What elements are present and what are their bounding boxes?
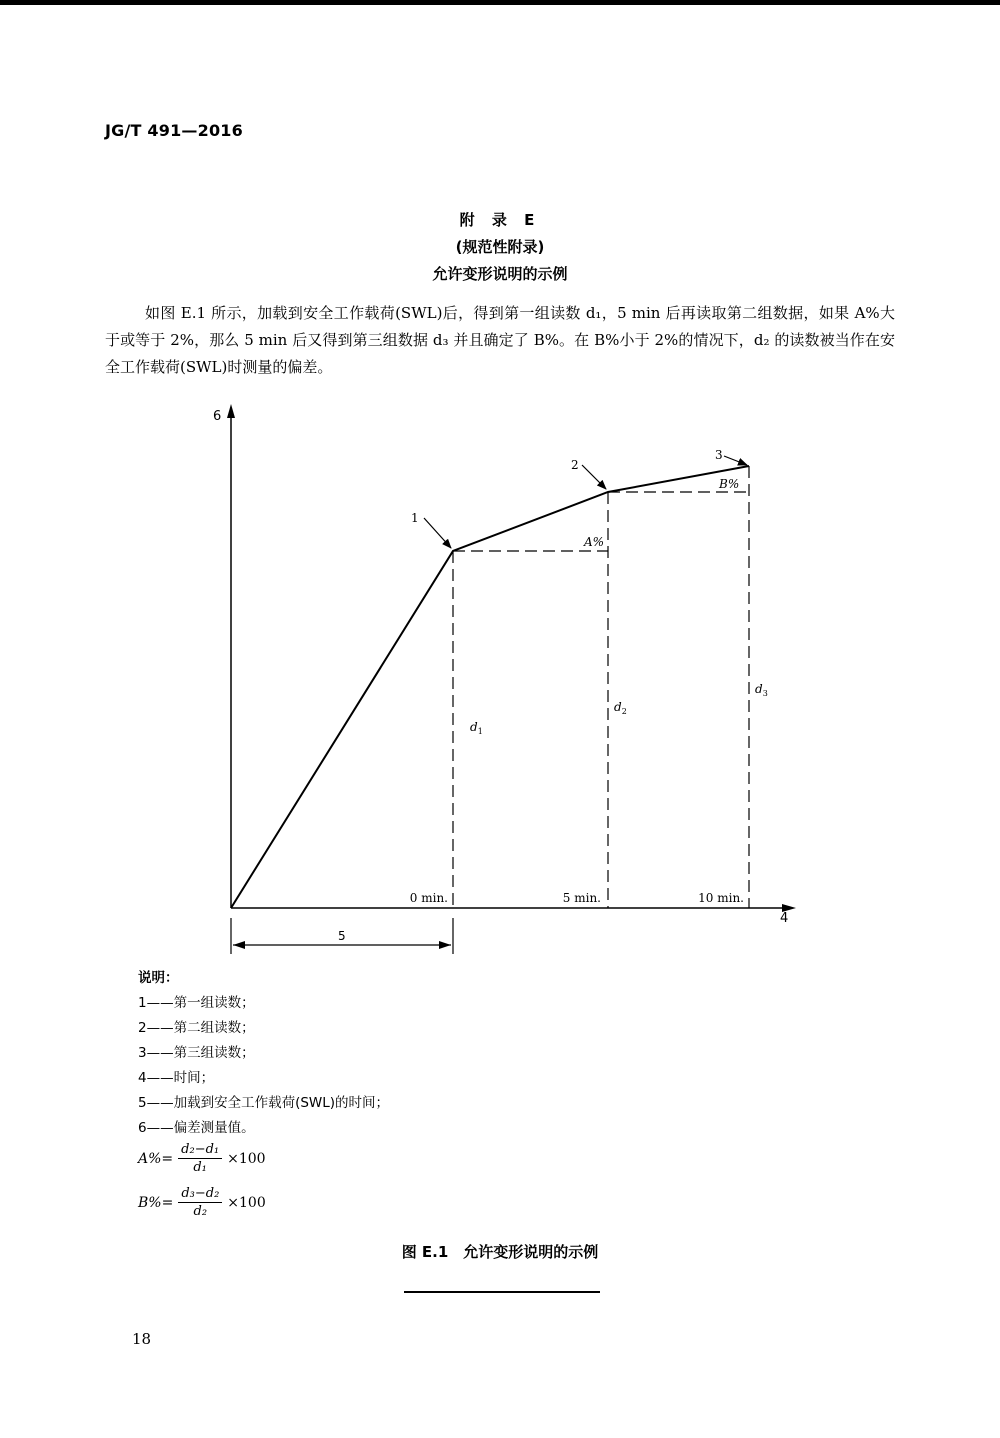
y-axis-label: 6 — [213, 409, 222, 424]
dimension-arrow-left — [233, 941, 245, 949]
legend-item: 3——第三组读数； — [138, 1045, 255, 1061]
x-axis-label: 4 — [780, 911, 789, 926]
percent-label-a: A% — [584, 535, 605, 549]
appendix-subtitle: (规范性附录) — [455, 238, 545, 256]
formula-b-denominator: d₂ — [193, 1204, 208, 1219]
standard-code: JG/T 491—2016 — [105, 121, 243, 140]
formula-a-numerator: d₂−d₁ — [178, 1142, 222, 1159]
point-label-3: 3 — [715, 448, 723, 462]
legend-item: 4——时间； — [138, 1070, 215, 1086]
formula-a-lhs: A%= — [138, 1150, 174, 1167]
dimension-arrow-right — [439, 941, 451, 949]
time-label-5: 5 min. — [562, 891, 601, 905]
formula-a-fraction — [178, 1142, 222, 1175]
percent-label-b: B% — [719, 477, 740, 491]
figure-caption: 图 E.1 允许变形说明的示例 — [401, 1243, 599, 1261]
legend-title: 说明： — [138, 970, 179, 986]
legend-item: 5——加载到安全工作载荷(SWL)的时间； — [138, 1095, 390, 1111]
callout-arrow-2 — [582, 465, 606, 489]
formula-b-fraction — [178, 1186, 222, 1219]
page-number: 18 — [132, 1330, 152, 1348]
end-rule — [404, 1291, 600, 1293]
legend — [138, 966, 389, 1141]
formula-b-multiplier: ×100 — [227, 1194, 266, 1211]
formula-a-multiplier: ×100 — [227, 1150, 266, 1167]
time-label-0: 0 min. — [409, 891, 448, 905]
time-label-10: 10 min. — [698, 891, 744, 905]
appendix-name: 允许变形说明的示例 — [432, 265, 568, 283]
point-label-1: 1 — [411, 511, 419, 525]
deformation-curve — [231, 466, 749, 908]
legend-item: 2——第二组读数； — [138, 1020, 255, 1036]
callout-arrow-3 — [724, 456, 747, 465]
formula-a-denominator: d₁ — [193, 1160, 207, 1175]
point-label-2: 2 — [571, 458, 579, 472]
legend-item: 1——第一组读数； — [138, 995, 255, 1011]
formula-b — [138, 1186, 266, 1219]
d3-label: $d_3$ — [755, 682, 768, 698]
callout-arrow-1 — [424, 518, 451, 548]
legend-item: 6——偏差测量值。 — [138, 1120, 255, 1136]
y-axis-arrowhead — [227, 404, 235, 418]
formula-a — [138, 1142, 266, 1175]
formula-b-lhs: B%= — [138, 1194, 174, 1211]
intro-paragraph-text: 如图 E.1 所示，加载到安全工作载荷(SWL)后，得到第一组读数 d₁，5 min 后再读取第二组数据，如果 A%大于或等于 2%，那么 5 min 后又得到第三组数据 d₃ 并且确定了 B%。在 B%小于 2%的情况下，d₂ 的读数被当作在安全工作载荷(SWL)时测量的偏差。 — [105, 304, 895, 376]
loading-span-label: 5 — [338, 929, 346, 943]
d2-label: $d_2$ — [614, 700, 627, 716]
appendix-title: 附 录 E — [459, 211, 541, 229]
formula-b-numerator: d₃−d₂ — [178, 1186, 222, 1203]
d1-label: $d_1$ — [470, 720, 483, 736]
